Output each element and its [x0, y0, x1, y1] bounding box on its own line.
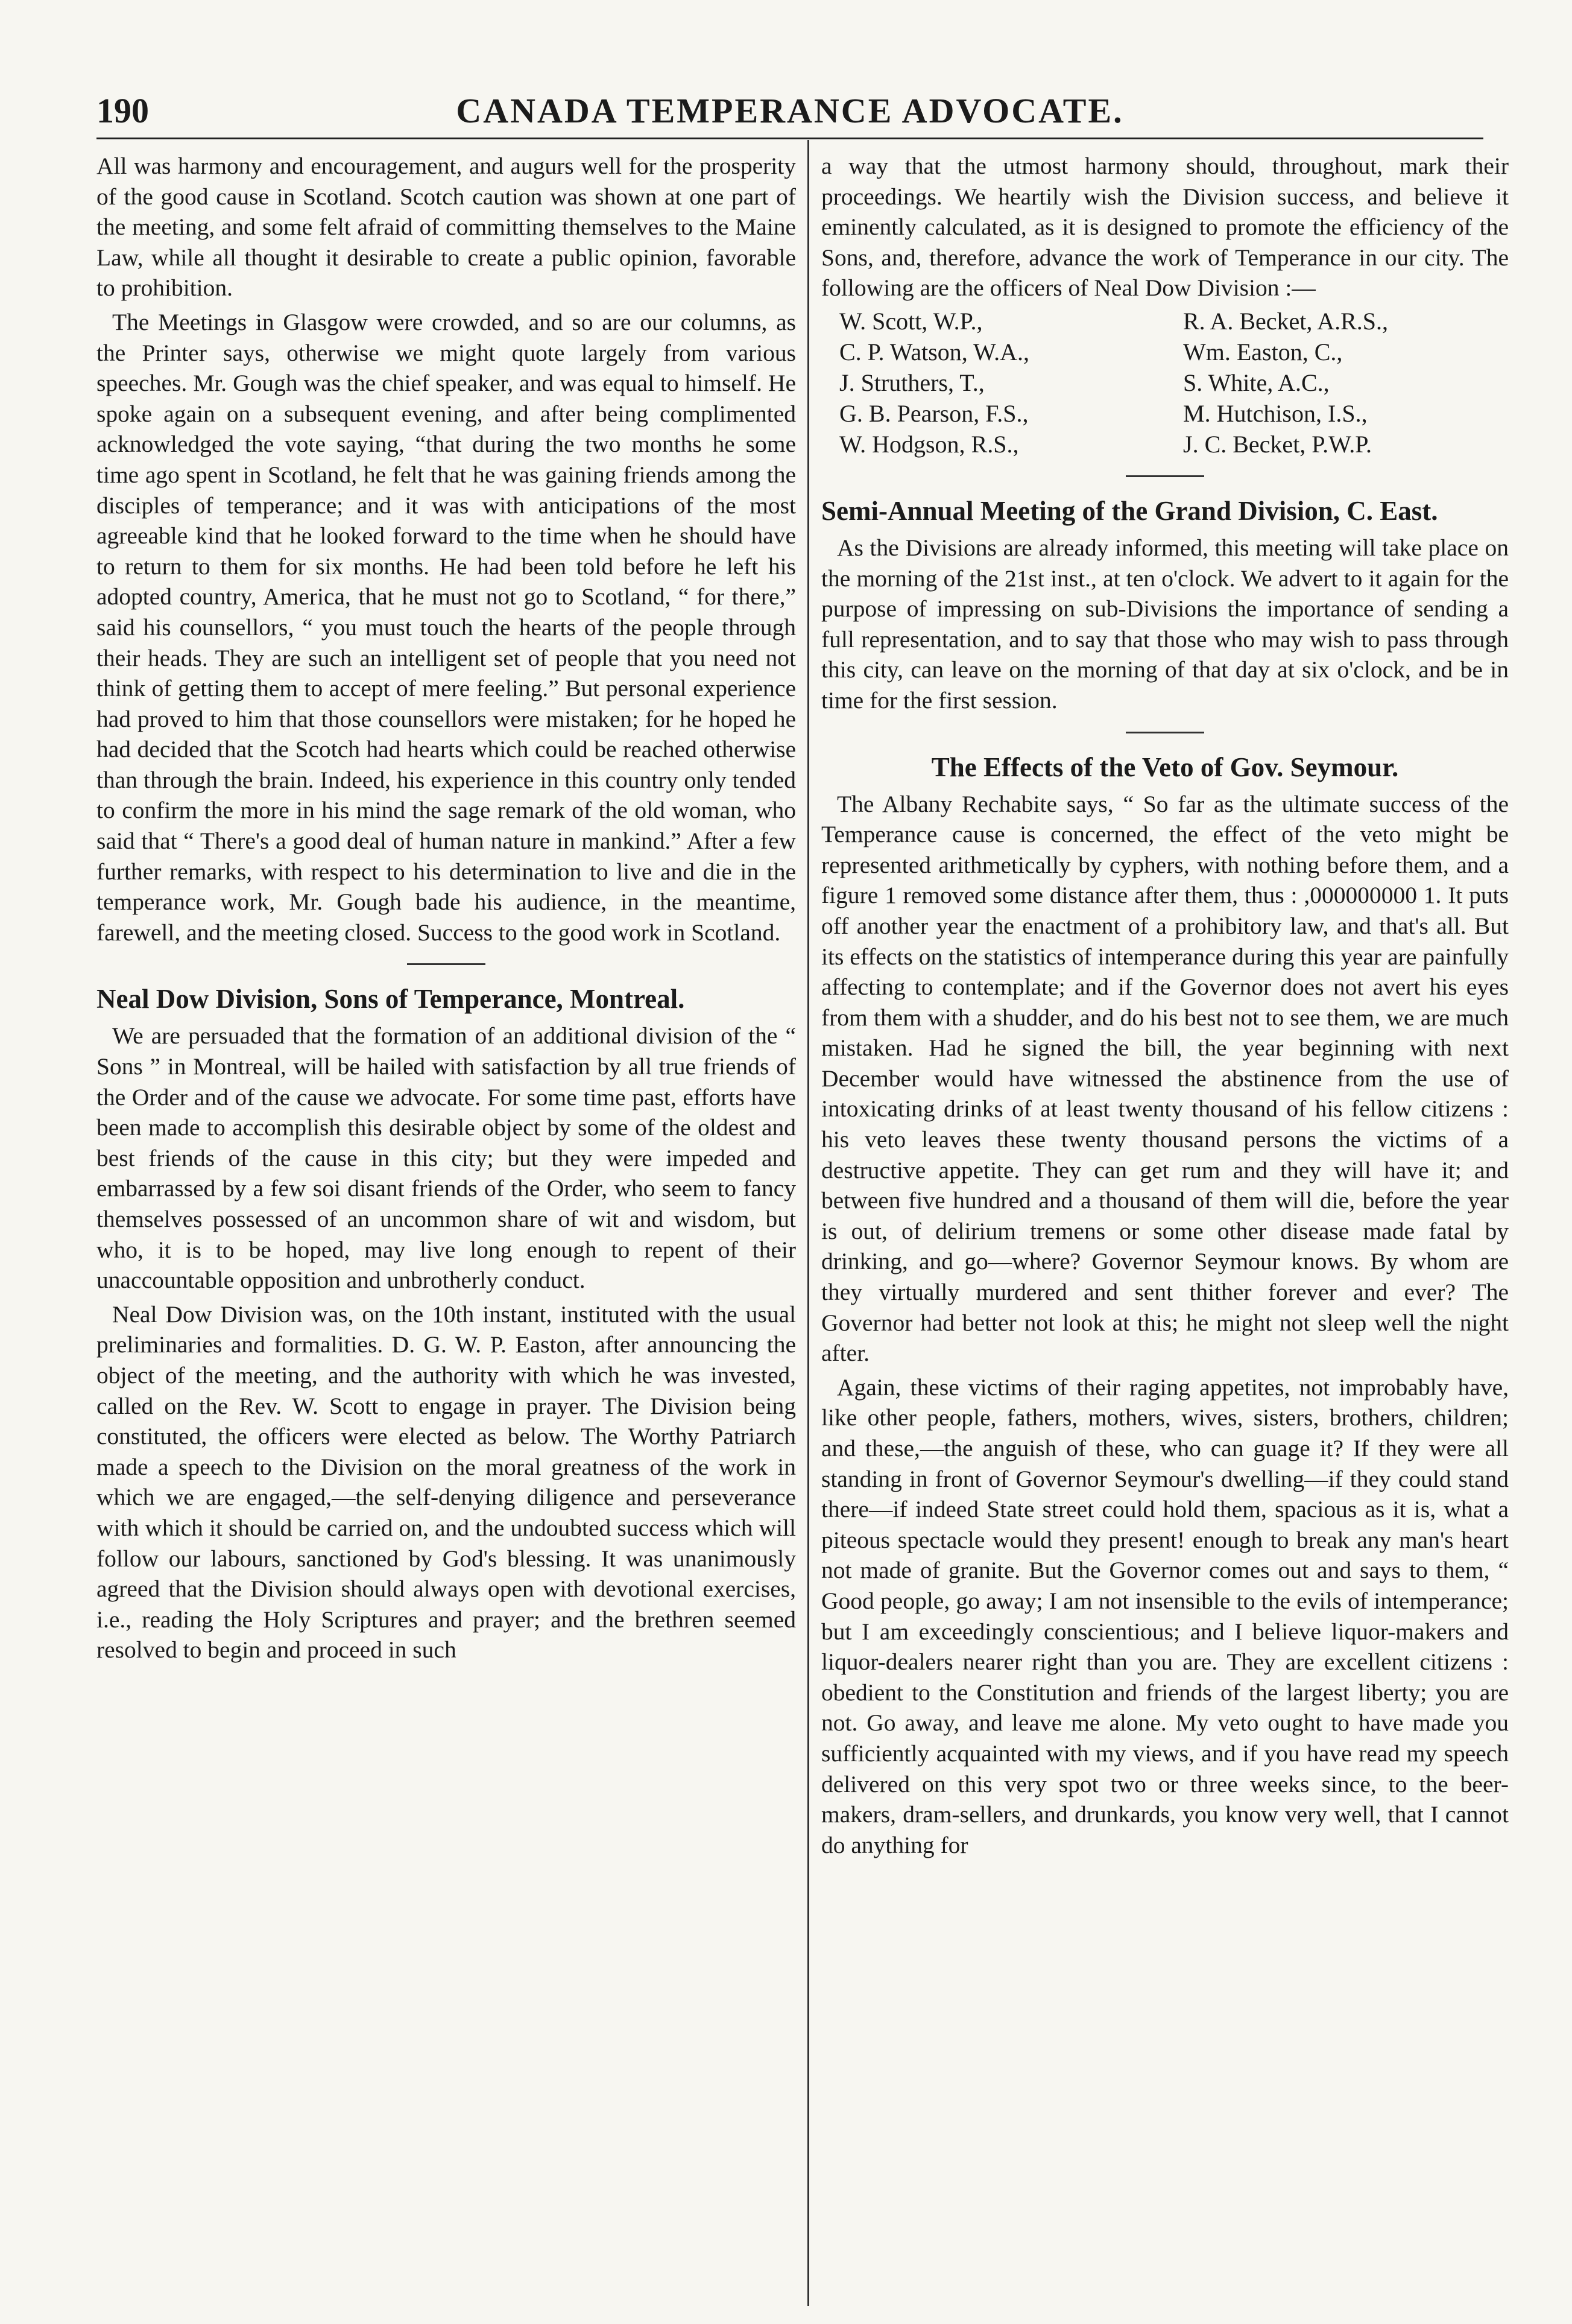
- officer-entry: W. Scott, W.P.,: [839, 307, 983, 335]
- article-heading: Semi-Annual Meeting of the Grand Division, C. East.: [821, 495, 1438, 526]
- officers-list: [839, 306, 1509, 460]
- section-separator: [1126, 732, 1204, 733]
- officer-entry: W. Hodgson, R.S.,: [839, 430, 1019, 458]
- officer-entry: J. C. Becket, P.W.P.: [1183, 430, 1372, 458]
- article-paragraph: Again, these victims of their raging appetites, not improbably have, like other people, fathers, mothers, wives, sisters, brothers, children; and these,—the anguish of these, who can guage it? If they were all standing in front of Governor Seymour's dwelling—if they could stand there—if indeed State street could hold them, spacious as it is, what a piteous spectacle would they present! enough to break any man's heart not made of granite. But the Governor comes out and says to them, “ Good people, go away; I am not insensible to the evils of intemperance; but I am exceedingly conscientious; and I believe liquor-makers and liquor-dealers nearer right than you are. They are excellent citizens : obedient to the Constitution and friends of the largest liberty; you are not. Go away, and leave me alone. My veto ought to have made you sufficiently acquainted with my views, and if you have read my speech delivered on this very spot two or three weeks since, to the beer-makers, dram-sellers, and drunkards, you know very well, that I cannot do anything for: [821, 1373, 1509, 1858]
- officer-entry: M. Hutchison, I.S.,: [1183, 399, 1368, 427]
- officer-entry: G. B. Pearson, F.S.,: [839, 399, 1029, 427]
- officer-entry: Wm. Easton, C.,: [1183, 338, 1343, 366]
- article-paragraph: We are persuaded that the formation of an additional division of the “ Sons ” in Montreal, will be hailed with satisfaction by all true friends of the Order and of the cause we advocate. For some time past, efforts have been made to accomplish this desirable object by some of the oldest and best friends of the cause in this city; but they were impeded and embarrassed by a few soi disant friends of the Order, who seem to fancy themselves possessed of an uncommon share of wit and wisdom, but who, it is to be hoped, may live long enough to repent of their unaccountable opposition and unbrotherly conduct.: [96, 1022, 796, 1294]
- right-column: [821, 151, 1509, 2306]
- left-column: [96, 151, 796, 2306]
- page-header: [96, 90, 1483, 133]
- section-separator: [407, 963, 485, 965]
- page-number: 190: [96, 91, 149, 130]
- article-paragraph: Neal Dow Division was, on the 10th instant, instituted with the usual preliminaries and formalities. D. G. W. P. Easton, after announcing the object of the meeting, and the authority with which he was invested, called on the Rev. W. Scott to engage in prayer. The Division being constituted, the officers were elected as below. The Worthy Patriarch made a speech to the Division on the moral greatness of the work in which we are engaged,—the self-denying diligence and perseverance with which it should be carried on, and the undoubted success which will follow our labours, sanctioned by God's blessing. It was unanimously agreed that the Division should always open with devotional exercises, i.e., reading the Holy Scriptures and prayer; and the brethren seemed resolved to begin and proceed in such: [96, 1300, 796, 1664]
- officer-entry: R. A. Becket, A.R.S.,: [1183, 307, 1389, 335]
- section-separator: [1126, 475, 1204, 477]
- column-divider: [807, 140, 809, 2306]
- article-paragraph: a way that the utmost harmony should, throughout, mark their proceedings. We heartily wish the Division success, and believe it eminently calculated, as it is designed to promote the efficiency of the Sons, and, therefore, advance the work of Temperance in our city. The following are the officers of Neal Dow Division :—: [821, 153, 1509, 302]
- article-paragraph: As the Divisions are already informed, this meeting will take place on the morning of the 21st inst., at ten o'clock. We advert to it again for the purpose of impressing on sub-Divisions the importance of sending a full representation, and to say that those who may wish to pass through this city, can leave on the morning of that day at six o'clock, and be in time for the first session.: [821, 534, 1509, 714]
- article-heading: The Effects of the Veto of Gov. Seymour.: [931, 752, 1399, 782]
- article-paragraph: All was harmony and encouragement, and augurs well for the prosperity of the good cause in Scotland. Scotch caution was shown at one part of the meeting, and some felt afraid of committing themselves to the Maine Law, while all thought it desirable to create a public opinion, favorable to prohibition.: [96, 153, 796, 302]
- header-rule: [96, 138, 1483, 139]
- article-paragraph: The Meetings in Glasgow were crowded, and so are our columns, as the Printer says, otherwise we might quote largely from various speeches. Mr. Gough was the chief speaker, and was equal to himself. He spoke again on a subsequent evening, and after being complimented acknowledged the vote saying, “that during the two months he some time ago spent in Scotland, he felt that he was gaining friends among the disciples of temperance; and it was with anticipations of the most agreeable kind that he looked forward to the time when he should have to return to them for six months. He had been told before he left his adopted country, America, that he must not go to Scotland, “ for there,” said his counsellors, “ you must touch the hearts of the people through their heads. They are such an intelligent set of people that you need not think of getting them to accept of mere feeling.” But personal experience had proved to him that those counsellors were mistaken; for he hoped he had decided that the Scotch had hearts which could be reached otherwise than through the brain. Indeed, his experience in this country only tended to confirm the more in his mind the sage remark of the old woman, who said that “ There's a good deal of human nature in mankind.” After a few further remarks, with respect to his determination to live and die in the temperance work, Mr. Gough bade his audience, in the meantime, farewell, and the meeting closed. Success to the good work in Scotland.: [96, 308, 796, 946]
- article-paragraph: The Albany Rechabite says, “ So far as the ultimate success of the Temperance cause is concerned, the effect of the veto might be represented arithmetically by cyphers, with nothing before them, and a figure 1 removed some distance after them, thus : ,000000000 1. It puts off another year the enactment of a prohibitory law, and that's all. But its effects on the statistics of intemperance during this year are painfully affecting to contemplate; and if the Governor does not avert his eyes from them with a shudder, and do his best not to see them, we are much mistaken. Had he signed the bill, the year beginning with next December would have witnessed the abstinence from the use of intoxicating drinks of at least twenty thousand of his fellow citizens : his veto leaves these twenty thousand persons the victims of a destructive appetite. They can get rum and they will have it; and between five hundred and a thousand of them will die, before the year is out, of delirium tremens or some other disease made fatal by drinking, and go—where? Governor Seymour knows. By whom are they virtually murdered and sent thither forever and ever? The Governor had better not look at this; he might not sleep well the night after.: [821, 790, 1509, 1367]
- officer-entry: S. White, A.C.,: [1183, 369, 1330, 396]
- article-heading: Neal Dow Division, Sons of Temperance, Montreal.: [96, 984, 685, 1015]
- officer-entry: C. P. Watson, W.A.,: [839, 338, 1029, 366]
- running-title: CANADA TEMPERANCE ADVOCATE.: [456, 91, 1124, 130]
- officer-entry: J. Struthers, T.,: [839, 369, 985, 396]
